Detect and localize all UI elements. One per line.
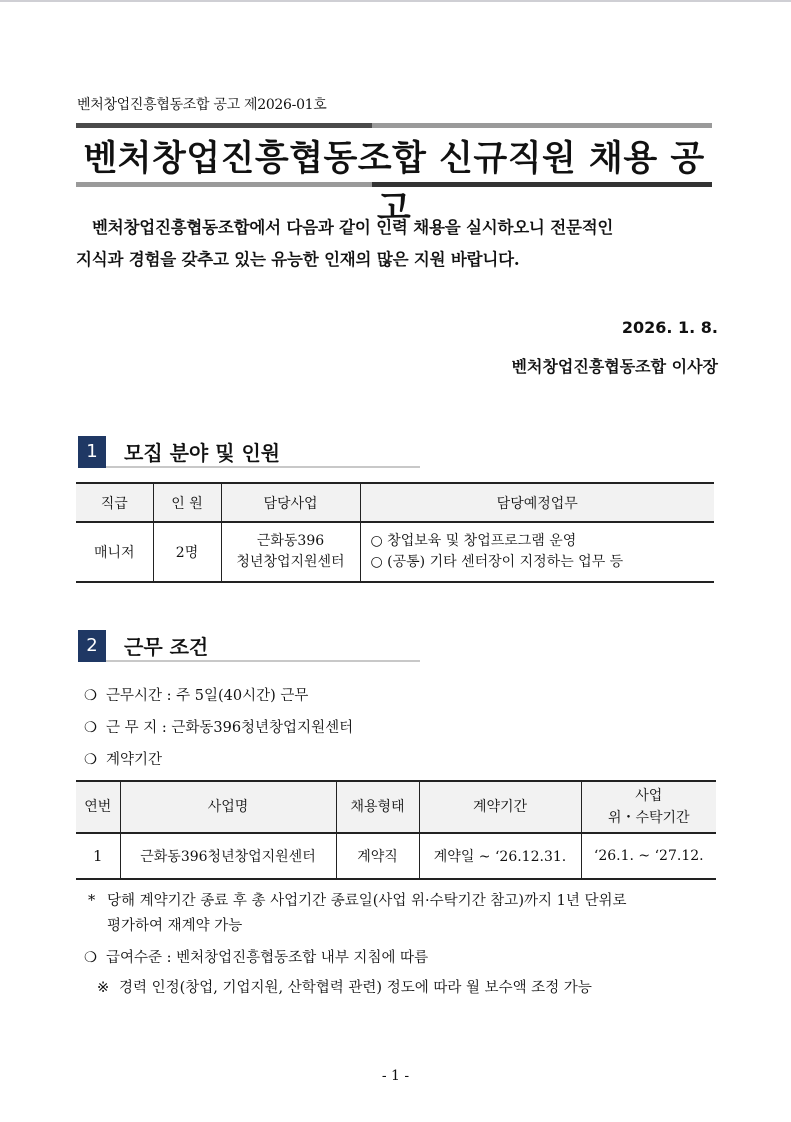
header-no: 연번 <box>76 781 120 833</box>
cell-rank: 매니저 <box>76 522 153 582</box>
cell-project <box>221 522 360 582</box>
bullet-circle-icon: ❍ <box>84 688 97 704</box>
contract-table <box>76 780 716 880</box>
bullet-text: 근무시간 : 주 5일(40시간) 근무 <box>106 688 309 704</box>
intro-paragraph <box>76 212 721 276</box>
title-bottom-rule <box>76 182 712 187</box>
notice-date: 2026. 1. 8. <box>621 318 718 337</box>
cell-project-name: 근화동396청년창업지원센터 <box>120 833 336 879</box>
table-row <box>76 833 716 879</box>
cell-count: 2명 <box>153 522 221 582</box>
section-1-number: 1 <box>78 436 106 468</box>
cell-project-line-1: 근화동396 <box>256 533 325 549</box>
title-top-rule <box>76 123 712 128</box>
duty-item-1: ○ 창업보육 및 창업프로그램 운영 <box>370 533 577 549</box>
contract-note <box>88 889 718 939</box>
header-entrust-line-2: 위・수탁기간 <box>607 810 690 826</box>
bullet-circle-icon: ❍ <box>84 752 97 768</box>
header-entrust-line-1: 사업 <box>635 788 663 804</box>
bullet-work-hours <box>84 684 308 705</box>
reference-mark-icon: ※ <box>97 980 110 996</box>
table-header-row <box>76 781 716 833</box>
header-project: 담당사업 <box>221 483 360 522</box>
bullet-salary <box>84 946 428 967</box>
top-border <box>0 0 791 2</box>
bullet-work-place <box>84 716 353 737</box>
note-line-1: 당해 계약기간 종료 후 총 사업기간 종료일(사업 위·수탁기간 참고)까지 1년 단위로 <box>107 893 627 909</box>
header-rank: 직급 <box>76 483 153 522</box>
header-duty: 담당예정업무 <box>360 483 714 522</box>
section-2-title: 근무 조건 <box>124 635 209 659</box>
cell-project-line-2: 청년창업지원센터 <box>236 554 345 570</box>
signer: 벤처창업진흥협동조합 이사장 <box>511 357 718 376</box>
note-line-2: 평가하여 재계약 가능 <box>107 918 243 934</box>
cell-contract-period: 계약일 ~ ‘26.12.31. <box>419 833 581 879</box>
cell-no: 1 <box>76 833 120 879</box>
section-2-underline <box>106 660 420 662</box>
intro-line-1: 벤처창업진흥협동조합에서 다음과 같이 인력 채용을 실시하오니 전문적인 <box>92 218 614 237</box>
notice-number: 벤처창업진흥협동조합 공고 제2026-01호 <box>77 97 327 113</box>
cell-duty <box>360 522 714 582</box>
header-project-name: 사업명 <box>120 781 336 833</box>
bullet-text: 계약기간 <box>106 752 163 768</box>
asterisk-mark: * <box>88 893 96 909</box>
sub-note-text: 경력 인정(창업, 기업지원, 산학협력 관련) 정도에 따라 월 보수액 조정 가능 <box>119 980 592 996</box>
header-contract-period: 계약기간 <box>419 781 581 833</box>
bullet-circle-icon: ❍ <box>84 720 97 736</box>
section-2-number: 2 <box>78 630 106 662</box>
page-number: - 1 - <box>381 1068 410 1084</box>
section-1-underline <box>106 466 420 468</box>
table-header-row <box>76 483 714 522</box>
cell-entrust-period: ‘26.1. ~ ‘27.12. <box>581 833 716 879</box>
bullet-text: 급여수준 : 벤처창업진흥협동조합 내부 지침에 따름 <box>106 950 429 966</box>
cell-employment-type: 계약직 <box>336 833 419 879</box>
bullet-text: 근 무 지 : 근화동396청년창업지원센터 <box>106 720 354 736</box>
section-1-title: 모집 분야 및 인원 <box>124 441 281 465</box>
table-row <box>76 522 714 582</box>
intro-line-2: 지식과 경험을 갖추고 있는 유능한 인재의 많은 지원 바랍니다. <box>76 250 520 269</box>
duty-item-2: ○ (공통) 기타 센터장이 지정하는 업무 등 <box>370 554 624 570</box>
page-title: 벤처창업진흥협동조합 신규직원 채용 공고 <box>83 139 705 229</box>
header-entrust-period <box>581 781 716 833</box>
salary-sub-note <box>97 976 592 997</box>
bullet-circle-icon: ❍ <box>84 950 97 966</box>
recruitment-table <box>76 482 714 583</box>
bullet-contract-period <box>84 748 162 769</box>
header-count: 인 원 <box>153 483 221 522</box>
header-employment-type: 채용형태 <box>336 781 419 833</box>
